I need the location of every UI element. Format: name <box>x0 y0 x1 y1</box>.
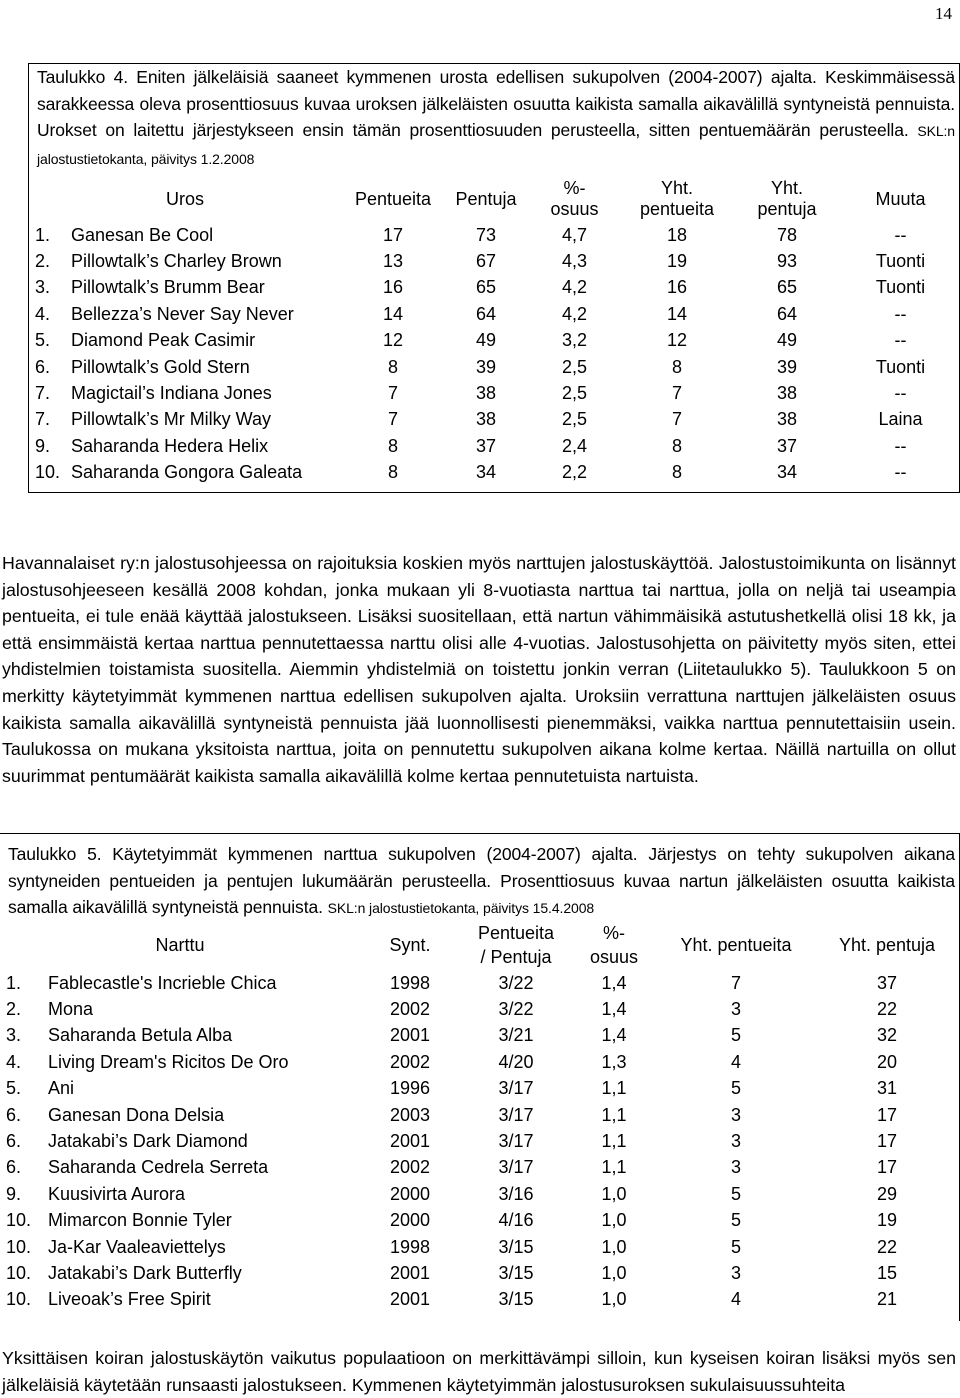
cell-name: Kuusivirta Aurora <box>48 1183 186 1204</box>
table5-caption-source: SKL:n jalostustietokanta, päivitys 15.4.2008 <box>327 900 595 916</box>
cell-pct: 1,0 <box>601 1262 627 1283</box>
cell-rank: 6. <box>6 1157 22 1178</box>
cell-pct: 2,5 <box>561 383 588 404</box>
cell-rank: 9. <box>6 1183 22 1204</box>
cell-name: Saharanda Cedrela Serreta <box>48 1157 269 1178</box>
cell-tot_litters: 7 <box>730 972 741 993</box>
cell-born: 2000 <box>389 1210 431 1231</box>
cell-name: Pillowtalk’s Mr Milky Way <box>71 409 272 430</box>
cell-born: 1996 <box>389 1078 431 1099</box>
cell-tot_pups: 39 <box>776 356 798 377</box>
cell-lp: 3/17 <box>498 1078 534 1099</box>
table-row <box>0 1102 958 1128</box>
cell-litters: 13 <box>382 251 404 272</box>
cell-rank: 9. <box>35 435 51 456</box>
cell-name: Saharanda Betula Alba <box>48 1025 233 1046</box>
cell-tot_litters: 3 <box>730 999 741 1020</box>
cell-litters: 16 <box>382 277 404 298</box>
cell-rank: 2. <box>35 251 51 272</box>
col-pentueita-pentuja: Pentueita / Pentuja <box>477 923 555 967</box>
page-number: 14 <box>935 4 952 23</box>
cell-born: 2001 <box>389 1131 431 1152</box>
cell-born: 2002 <box>389 1051 431 1072</box>
cell-tot_litters: 4 <box>730 1289 741 1310</box>
cell-tot_pups: 22 <box>876 999 898 1020</box>
table-row <box>29 380 959 406</box>
cell-pct: 4,7 <box>561 224 588 245</box>
cell-rank: 3. <box>35 277 51 298</box>
cell-lp: 3/15 <box>498 1262 534 1283</box>
cell-other: Tuonti <box>875 356 926 377</box>
cell-tot_litters: 5 <box>730 1078 741 1099</box>
cell-tot_litters: 3 <box>730 1131 741 1152</box>
cell-rank: 10. <box>6 1289 32 1310</box>
cell-tot_litters: 8 <box>671 435 682 456</box>
cell-pct: 2,5 <box>561 409 588 430</box>
cell-rank: 10. <box>6 1210 32 1231</box>
cell-rank: 10. <box>35 462 61 483</box>
cell-tot_pups: 49 <box>776 330 798 351</box>
cell-tot_pups: 37 <box>776 435 798 456</box>
cell-tot_litters: 3 <box>730 1157 741 1178</box>
cell-tot_pups: 29 <box>876 1183 898 1204</box>
body-paragraph: Havannalaiset ry:n jalostusohjeessa on rajoituksia koskien myös narttujen jalostuskäyttöä. Jalostustoimikunta on lisännyt jalostusohjeeseen kesällä 2008 kohdan, jonka mukaan yli 8-vuotiasta narttua tai narttua, jolla on neljä tai useampia pentueita, ei tule enää käyttää jalostukseen. Lisäksi suositellaan, että nartun vähimmäisikä astutushetkellä olisi 18 kk, ja että ensimmäistä kertaa narttua pennutettaessa narttu olisi alle 4-vuotias. Jalostusohjetta on päivitetty myös siten, ettei yhdistelmien toistamista suositella. Aiemmin yhdistelmiä on toistettu jonkin verran (Liitetaulukko 5). Taulukkoon 5 on merkitty käytetyimmät kymmenen narttua edellisen sukupolven ajalta. Uroksiin verrattuna narttujen jälkeläisten osuus kaikista samalla aikavälillä syntyneistä pennuista jää luonnollisesti pienemmäksi, vaikka narttua pennutettaisiin usein. Taulukossa on mukana yksitoista narttua, joita on pennutettu sukupolven aikana kolme kertaa. Näillä nartuilla on ollut suurimmat pentumäärät kaikista samalla aikavälillä kolme kertaa pennutetuista nartuista. <box>2 553 956 786</box>
col-yht-pentuja: Yht. pentuja <box>838 935 936 955</box>
table-row <box>0 1023 958 1049</box>
cell-lp: 3/17 <box>498 1131 534 1152</box>
cell-tot_litters: 4 <box>730 1051 741 1072</box>
table-row <box>0 1181 958 1207</box>
cell-other: Tuonti <box>875 277 926 298</box>
cell-other: -- <box>894 224 907 245</box>
col-muuta: Muuta <box>875 188 926 209</box>
cell-pct: 4,2 <box>561 277 588 298</box>
cell-other: -- <box>894 435 907 456</box>
cell-tot_litters: 5 <box>730 1025 741 1046</box>
cell-rank: 7. <box>35 383 51 404</box>
cell-tot_litters: 19 <box>666 251 688 272</box>
cell-rank: 3. <box>6 1025 22 1046</box>
cell-pups: 39 <box>475 356 497 377</box>
cell-rank: 4. <box>6 1051 22 1072</box>
cell-pups: 64 <box>475 303 497 324</box>
cell-name: Jatakabi’s Dark Diamond <box>48 1131 248 1152</box>
table-row <box>29 407 959 433</box>
cell-name: Pillowtalk’s Brumm Bear <box>71 277 265 298</box>
cell-born: 1998 <box>389 972 431 993</box>
table5-caption-text: Taulukko 5. Käytetyimmät kymmenen narttua sukupolven (2004-2007) ajalta. Järjestys on tehty sukupolven aikana syntyneiden pentueiden ja pentujen lukumäärän perusteella. Prosenttiosuus kuvaa nartun jälkeläisten osuutta kaikista samalla aikavälillä syntyneistä pennuista. <box>8 844 955 917</box>
cell-pct: 1,1 <box>601 1078 627 1099</box>
cell-name: Saharanda Gongora Galeata <box>71 462 303 483</box>
cell-pct: 1,0 <box>601 1183 627 1204</box>
cell-litters: 14 <box>382 303 404 324</box>
table-row <box>29 248 959 274</box>
table4-header <box>29 176 959 222</box>
table-row <box>0 1128 958 1154</box>
cell-pct: 4,2 <box>561 303 588 324</box>
cell-born: 2002 <box>389 999 431 1020</box>
cell-lp: 3/15 <box>498 1236 534 1257</box>
cell-tot_pups: 38 <box>776 409 798 430</box>
table5 <box>0 920 958 1313</box>
cell-rank: 4. <box>35 303 51 324</box>
cell-rank: 10. <box>6 1236 32 1257</box>
cell-rank: 6. <box>6 1104 22 1125</box>
cell-tot_pups: 31 <box>876 1078 898 1099</box>
table-row <box>0 1260 958 1286</box>
table-row <box>29 328 959 354</box>
col-yht-pentueita: Yht. pentueita <box>680 935 792 955</box>
cell-name: Diamond Peak Casimir <box>71 330 256 351</box>
table-row <box>0 1049 958 1075</box>
table-row <box>0 1234 958 1260</box>
table-row <box>29 275 959 301</box>
cell-born: 2000 <box>389 1183 431 1204</box>
cell-name: Mona <box>48 999 94 1020</box>
table5-caption <box>0 834 959 922</box>
cell-lp: 4/20 <box>498 1051 534 1072</box>
cell-other: -- <box>894 462 907 483</box>
col-yht-pentueita: Yht. pentueita <box>639 178 715 219</box>
cell-pups: 65 <box>475 277 497 298</box>
cell-name: Fablecastle's Incrieble Chica <box>48 972 277 993</box>
cell-other: -- <box>894 383 907 404</box>
cell-pct: 1,0 <box>601 1236 627 1257</box>
cell-name: Liveoak’s Free Spirit <box>48 1289 211 1310</box>
cell-pct: 1,3 <box>601 1051 627 1072</box>
cell-rank: 1. <box>6 972 22 993</box>
cell-tot_pups: 64 <box>776 303 798 324</box>
cell-born: 2003 <box>389 1104 431 1125</box>
cell-other: -- <box>894 330 907 351</box>
cell-tot_litters: 7 <box>671 383 682 404</box>
cell-rank: 5. <box>6 1078 22 1099</box>
table4-caption-text: Taulukko 4. Eniten jälkeläisiä saaneet kymmenen urosta edellisen sukupolven (2004-2007) ajalta. Keskimmäisessä sarakkeessa oleva prosenttiosuus kuvaa uroksen jälkeläisten osuutta kaikista samalla aikavälillä syntyneistä pennuista. Urokset on laitettu järjestykseen ensin tämän prosenttiosuuden perusteella, sitten pentuemäärän perusteella. <box>37 67 955 140</box>
cell-name: Ganesan Be Cool <box>71 224 214 245</box>
cell-litters: 12 <box>382 330 404 351</box>
cell-lp: 3/17 <box>498 1104 534 1125</box>
cell-tot_pups: 19 <box>876 1210 898 1231</box>
cell-litters: 8 <box>387 462 398 483</box>
cell-other: -- <box>894 303 907 324</box>
cell-other: Laina <box>878 409 923 430</box>
cell-tot_litters: 16 <box>666 277 688 298</box>
cell-tot_pups: 32 <box>876 1025 898 1046</box>
cell-rank: 6. <box>35 356 51 377</box>
table-row <box>0 1155 958 1181</box>
cell-pups: 73 <box>475 224 497 245</box>
table4-caption-source: SKL:n jalostustietokanta, päivitys 1.2.2008 <box>37 123 955 167</box>
cell-pups: 67 <box>475 251 497 272</box>
cell-pct: 1,4 <box>601 999 627 1020</box>
cell-lp: 3/15 <box>498 1289 534 1310</box>
table-row <box>29 301 959 327</box>
cell-tot_pups: 65 <box>776 277 798 298</box>
cell-tot_pups: 20 <box>876 1051 898 1072</box>
table-row <box>0 1287 958 1313</box>
table5-header <box>0 920 958 970</box>
cell-born: 1998 <box>389 1236 431 1257</box>
cell-pct: 1,1 <box>601 1131 627 1152</box>
cell-pups: 38 <box>475 409 497 430</box>
table-row <box>29 222 959 248</box>
cell-pct: 2,4 <box>561 435 588 456</box>
cell-litters: 7 <box>387 383 398 404</box>
cell-born: 2001 <box>389 1289 431 1310</box>
table4-caption <box>29 64 959 172</box>
col-synt: Synt. <box>389 935 431 955</box>
cell-rank: 2. <box>6 999 22 1020</box>
cell-other: Tuonti <box>875 251 926 272</box>
table-row <box>0 970 958 996</box>
col-narttu: Narttu <box>155 935 205 955</box>
cell-tot_pups: 21 <box>876 1289 898 1310</box>
table-row <box>29 354 959 380</box>
cell-litters: 8 <box>387 356 398 377</box>
cell-lp: 3/17 <box>498 1157 534 1178</box>
cell-tot_pups: 37 <box>876 972 898 993</box>
cell-name: Pillowtalk’s Charley Brown <box>71 251 282 272</box>
cell-pups: 34 <box>475 462 497 483</box>
cell-name: Saharanda Hedera Helix <box>71 435 269 456</box>
cell-lp: 4/16 <box>498 1210 534 1231</box>
cell-rank: 10. <box>6 1262 32 1283</box>
cell-tot_pups: 15 <box>876 1262 898 1283</box>
cell-pct: 3,2 <box>561 330 588 351</box>
cell-tot_pups: 78 <box>776 224 798 245</box>
cell-litters: 17 <box>382 224 404 245</box>
cell-tot_litters: 5 <box>730 1183 741 1204</box>
table-row <box>0 996 958 1022</box>
col-uros: Uros <box>165 188 204 209</box>
cell-tot_litters: 3 <box>730 1262 741 1283</box>
cell-tot_litters: 12 <box>666 330 688 351</box>
cell-tot_pups: 34 <box>776 462 798 483</box>
cell-tot_litters: 5 <box>730 1236 741 1257</box>
cell-name: Magictail’s Indiana Jones <box>71 383 272 404</box>
cell-tot_litters: 7 <box>671 409 682 430</box>
cell-pct: 1,1 <box>601 1104 627 1125</box>
cell-pct: 4,3 <box>561 251 588 272</box>
cell-name: Bellezza’s Never Say Never <box>71 303 294 324</box>
cell-pups: 49 <box>475 330 497 351</box>
table-row <box>0 1076 958 1102</box>
col-pentueita: Pentueita <box>354 188 432 209</box>
cell-rank: 5. <box>35 330 51 351</box>
cell-tot_pups: 38 <box>776 383 798 404</box>
cell-pct: 1,1 <box>601 1157 627 1178</box>
cell-name: Mimarcon Bonnie Tyler <box>48 1210 232 1231</box>
col-pentuja: Pentuja <box>455 188 517 209</box>
cell-pct: 1,0 <box>601 1210 627 1231</box>
cell-tot_litters: 18 <box>666 224 688 245</box>
cell-pct: 1,4 <box>601 1025 627 1046</box>
table5-box <box>0 833 960 1321</box>
cell-tot_litters: 14 <box>666 303 688 324</box>
cell-born: 2002 <box>389 1157 431 1178</box>
cell-pups: 38 <box>475 383 497 404</box>
cell-rank: 6. <box>6 1131 22 1152</box>
table4-box <box>28 63 960 493</box>
table-row <box>29 433 959 459</box>
table-row <box>29 460 959 486</box>
cell-name: Living Dream's Ricitos De Oro <box>48 1051 289 1072</box>
cell-tot_litters: 8 <box>671 462 682 483</box>
cell-tot_pups: 22 <box>876 1236 898 1257</box>
cell-tot_pups: 93 <box>776 251 798 272</box>
cell-rank: 1. <box>35 224 51 245</box>
table-row <box>0 1208 958 1234</box>
cell-litters: 8 <box>387 435 398 456</box>
cell-tot_pups: 17 <box>876 1131 898 1152</box>
cell-born: 2001 <box>389 1025 431 1046</box>
cell-pups: 37 <box>475 435 497 456</box>
cell-tot_pups: 17 <box>876 1157 898 1178</box>
cell-tot_litters: 3 <box>730 1104 741 1125</box>
cell-litters: 7 <box>387 409 398 430</box>
cell-lp: 3/22 <box>498 999 534 1020</box>
cell-pct: 1,4 <box>601 972 627 993</box>
cell-lp: 3/21 <box>498 1025 534 1046</box>
cell-pct: 1,0 <box>601 1289 627 1310</box>
cell-pct: 2,2 <box>561 462 588 483</box>
cell-name: Jatakabi’s Dark Butterfly <box>48 1262 242 1283</box>
col-pct: %- osuus <box>589 923 639 967</box>
cell-lp: 3/22 <box>498 972 534 993</box>
cell-pct: 2,5 <box>561 356 588 377</box>
cell-rank: 7. <box>35 409 51 430</box>
cell-born: 2001 <box>389 1262 431 1283</box>
cell-tot_pups: 17 <box>876 1104 898 1125</box>
table4 <box>29 176 959 486</box>
cell-tot_litters: 5 <box>730 1210 741 1231</box>
tail-paragraph: Yksittäisen koiran jalostuskäytön vaikutus populaatioon on merkittävämpi silloin, kun kyseisen koiran lisäksi myös sen jälkeläisiä käytetään runsaasti jalostukseen. Kymmenen käytetyimmän jalostusuroksen sukulaisuussuhteita <box>2 1348 956 1395</box>
cell-name: Ganesan Dona Delsia <box>48 1104 225 1125</box>
cell-name: Ani <box>48 1078 75 1099</box>
cell-lp: 3/16 <box>498 1183 534 1204</box>
cell-name: Pillowtalk’s Gold Stern <box>71 356 250 377</box>
col-pct: %- osuus <box>550 178 599 219</box>
cell-tot_litters: 8 <box>671 356 682 377</box>
col-yht-pentuja: Yht. pentuja <box>757 178 817 219</box>
cell-name: Ja-Kar Vaaleaviettelys <box>48 1236 226 1257</box>
